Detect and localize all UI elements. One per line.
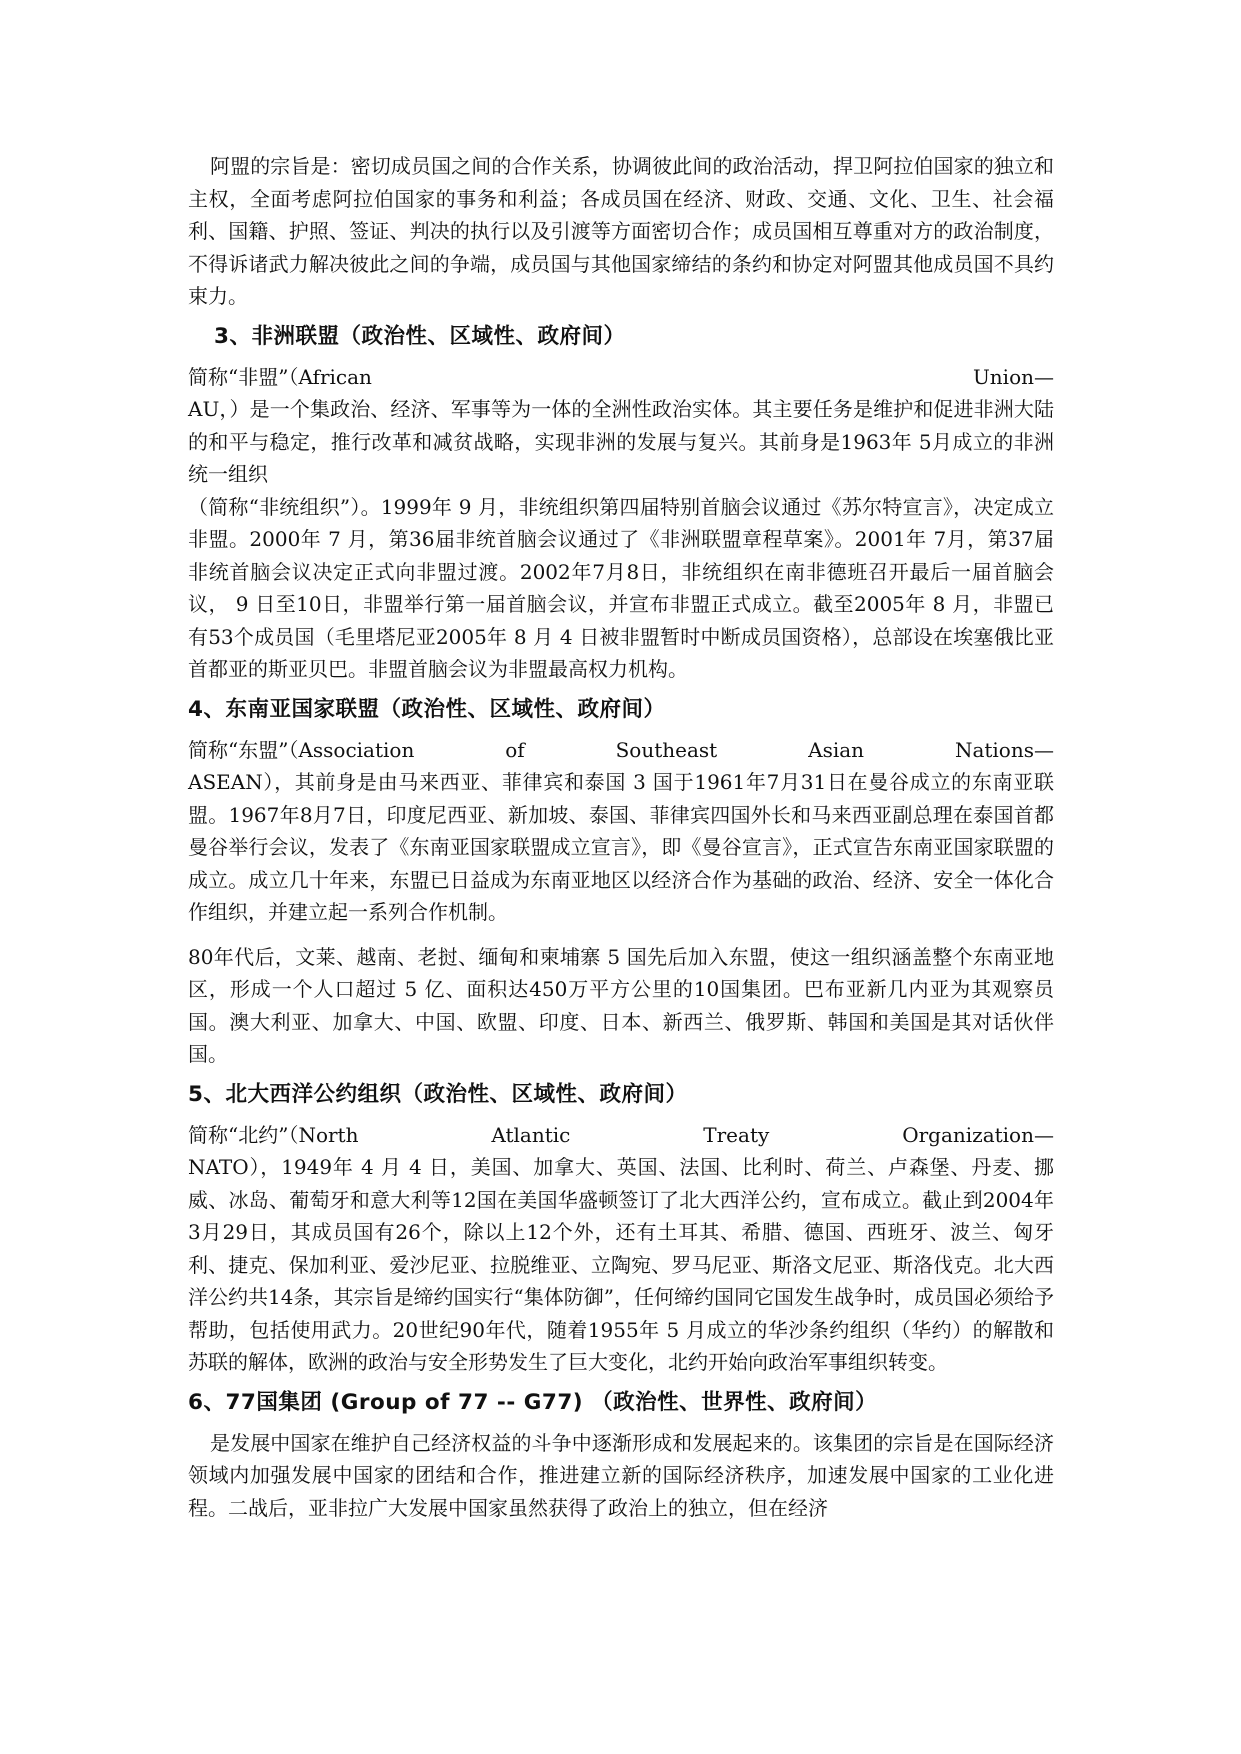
asean-intro-word: Southeast <box>615 737 718 762</box>
asean-paragraph-1: ASEAN），其前身是由马来西亚、菲律宾和泰国 3 国于1961年7月31日在曼谷成立的东南亚联盟。1967年8月7日，印度尼西亚、新加坡、泰国、菲律宾四国外长和马来西亚副总理在泰国首都曼谷举行会议，发表了《东南亚国家联盟成立宣言》，即《曼谷宣言》，正式宣告东南亚国家联盟的成立。成立几十年来，东盟已日益成为东南亚地区以经济合作为基础的政治、经济、安全一体化合作组织，并建立起一系列合作机制。 <box>188 770 1054 924</box>
asean-intro-word: 简称“东盟”（Association <box>188 737 415 762</box>
au-intro-left: 简称“非盟”（African <box>188 364 372 389</box>
nato-paragraph-1: NATO），1949年 4 月 4 日，美国、加拿大、英国、法国、比利时、荷兰、卢森堡、丹麦、挪威、冰岛、葡萄牙和意大利等12国在美国华盛顿签订了北大西洋公约，宣布成立。截止到2004年3月29日，其成员国有26个，除以上12个外，还有土耳其、希腊、德国、西班牙、波兰、匈牙利、捷克、保加利亚、爱沙尼亚、拉脱维亚、立陶宛、罗马尼亚、斯洛文尼亚、斯洛伐克。北大西洋公约共14条，其宗旨是缔约国实行“集体防御”，任何缔约国同它国发生战争时，成员国必须给予帮助，包括使用武力。20世纪90年代，随着1955年 5 月成立的华沙条约组织（华约）的解散和苏联的解体，欧洲的政治与安全形势发生了巨大变化，北约开始向政治军事组织转变。 <box>188 1155 1054 1374</box>
section-heading-african-union: 3、非洲联盟（政治性、区域性、政府间） <box>214 323 626 349</box>
nato-intro-word: Treaty <box>703 1122 770 1147</box>
nato-intro-line <box>188 1119 1054 1152</box>
au-paragraph-1: AU，）是一个集政治、经济、军事等为一体的全洲性政治实体。其主要任务是维护和促进非洲大陆的和平与稳定，推行改革和减贫战略，实现非洲的发展与复兴。其前身是1963年 5月成立的非洲统一组织 <box>188 397 1054 486</box>
arab-league-purpose-paragraph: 阿盟的宗旨是：密切成员国之间的合作关系，协调彼此间的政治活动，捍卫阿拉伯国家的独立和主权，全面考虑阿拉伯国家的事务和利益；各成员国在经济、财政、交通、文化、卫生、社会福利、国籍、护照、签证、判决的执行以及引渡等方面密切合作；成员国相互尊重对方的政治制度，不得诉诸武力解决彼此之间的争端，成员国与其他国家缔结的条约和协定对阿盟其他成员国不具约束力。 <box>188 154 1054 308</box>
au-intro-right: Union— <box>972 364 1054 389</box>
asean-intro-word: Nations— <box>954 737 1054 762</box>
nato-intro-word: Organization— <box>902 1122 1054 1147</box>
section-heading-nato: 5、北大西洋公约组织（政治性、区域性、政府间） <box>188 1081 688 1107</box>
au-paragraph-2: （简称“非统组织”）。1999年 9 月，非统组织第四届特别首脑会议通过《苏尔特宣言》，决定成立非盟。2000年 7 月，第36届非统首脑会议通过了《非洲联盟章程草案》。2001年 7月，第37届非统首脑会议决定正式向非盟过渡。2002年7月8日，非统组织在南非德班召开最后一届首脑会议， 9 日至10日，非盟举行第一届首脑会议，并宣布非盟正式成立。截至2005年 8 月，非盟已有53个成员国（毛里塔尼亚2005年 8 月 4 日被非盟暂时中断成员国资格），总部设在埃塞俄比亚首都亚的斯亚贝巴。非盟首脑会议为非盟最高权力机构。 <box>188 494 1054 681</box>
nato-intro-word: 简称“北约”（North <box>188 1122 359 1147</box>
section-heading-asean: 4、东南亚国家联盟（政治性、区域性、政府间） <box>188 696 666 722</box>
nato-intro-word: Atlantic <box>491 1122 571 1147</box>
au-intro-line <box>188 361 1054 394</box>
asean-intro-line <box>188 734 1054 767</box>
asean-paragraph-2: 80年代后，文莱、越南、老挝、缅甸和柬埔寨 5 国先后加入东盟，使这一组织涵盖整个东南亚地区，形成一个人口超过 5 亿、面积达450万平方公里的10国集团。巴布亚新几内亚为其观察员国。澳大利亚、加拿大、中国、欧盟、印度、日本、新西兰、俄罗斯、韩国和美国是其对话伙伴国。 <box>188 944 1054 1066</box>
document-page <box>188 150 1054 1524</box>
g77-paragraph-1: 是发展中国家在维护自己经济权益的斗争中逐渐形成和发展起来的。该集团的宗旨是在国际经济领域内加强发展中国家的团结和合作，推进建立新的国际经济秩序，加速发展中国家的工业化进程。二战后，亚非拉广大发展中国家虽然获得了政治上的独立，但在经济 <box>188 1430 1054 1520</box>
asean-intro-word: of <box>505 737 525 762</box>
section-heading-g77: 6、77国集团 (Group of 77 -- G77) （政治性、世界性、政府间） <box>188 1389 878 1415</box>
asean-intro-word: Asian <box>808 737 865 762</box>
